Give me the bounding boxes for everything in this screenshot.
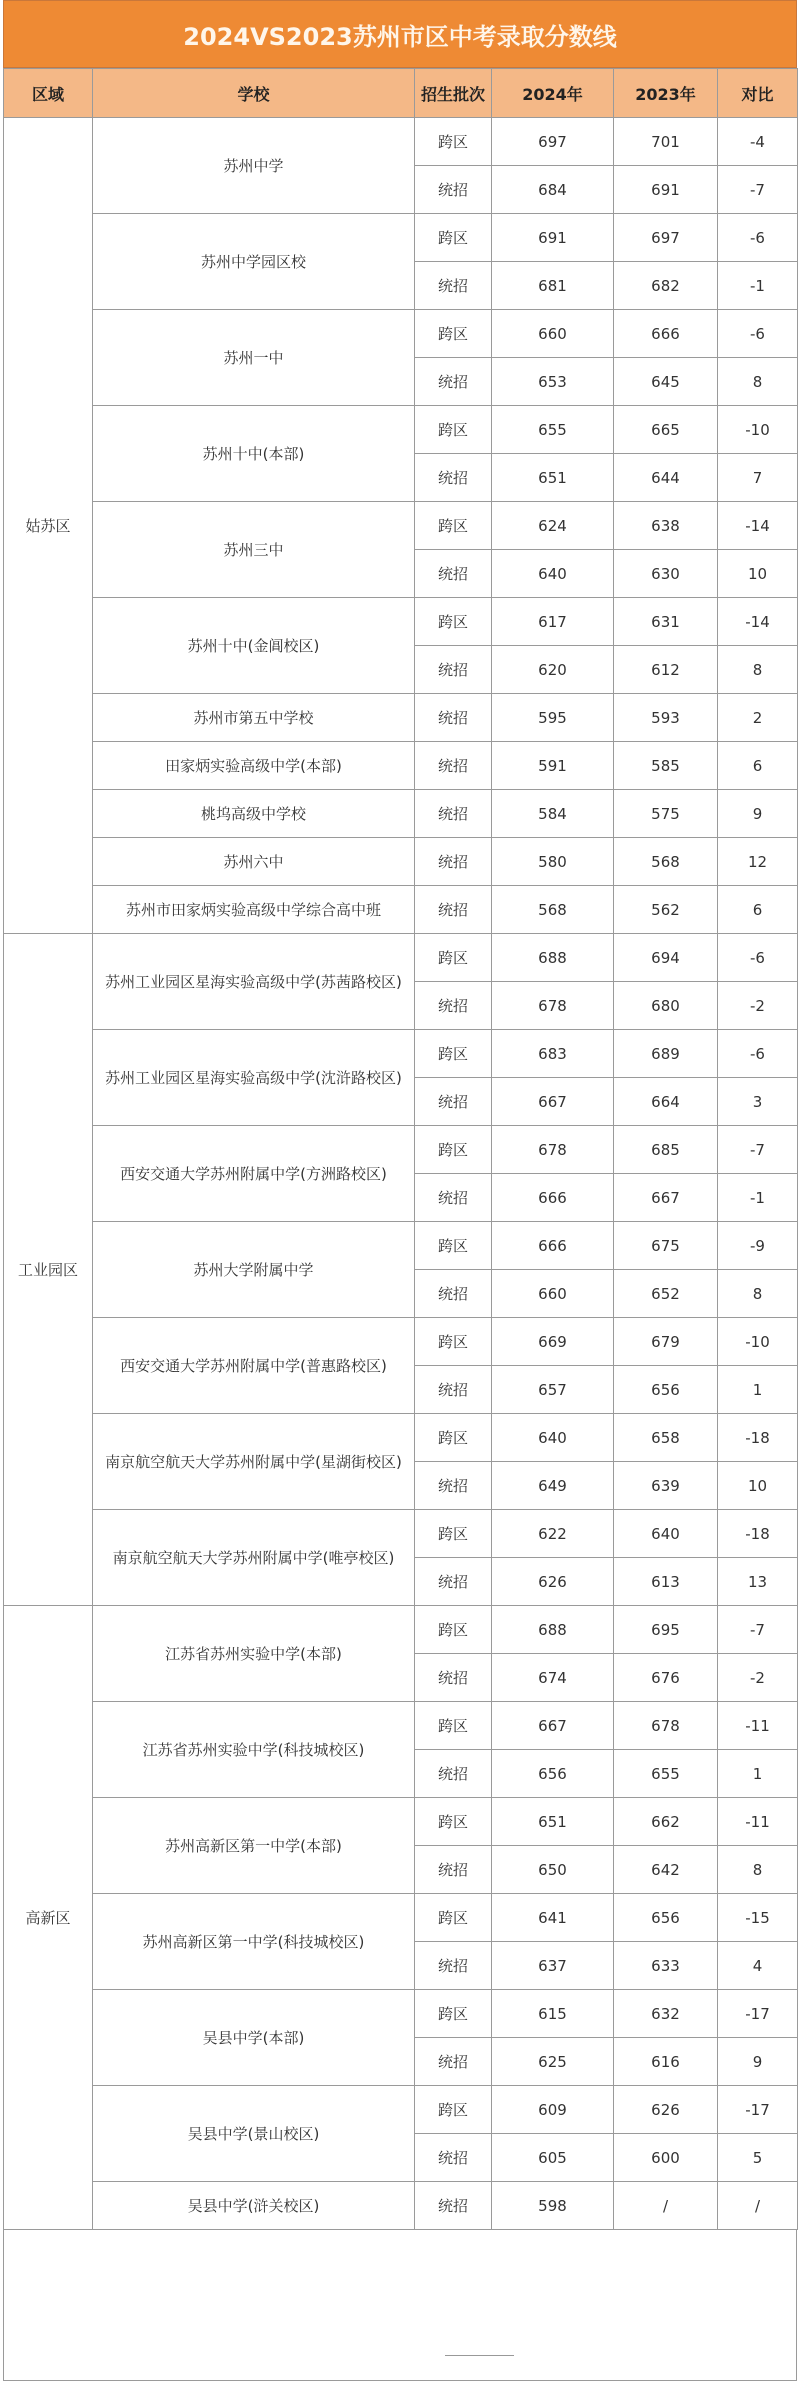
score-2023-cell: 644: [614, 454, 718, 502]
batch-cell: 跨区: [415, 406, 492, 454]
diff-cell: -6: [718, 214, 798, 262]
divider-line: [445, 2355, 514, 2356]
diff-cell: 5: [718, 2134, 798, 2182]
table-footer-blank: [3, 2230, 797, 2381]
score-2023-cell: 675: [614, 1222, 718, 1270]
score-2024-cell: 688: [492, 1606, 614, 1654]
diff-cell: -7: [718, 1606, 798, 1654]
batch-cell: 统招: [415, 742, 492, 790]
table-row: [4, 1510, 798, 1558]
table-body: [4, 118, 798, 2230]
table-row: [4, 790, 798, 838]
score-2023-cell: 701: [614, 118, 718, 166]
batch-cell: 统招: [415, 1078, 492, 1126]
table-row: [4, 214, 798, 262]
score-2024-cell: 666: [492, 1222, 614, 1270]
score-2023-cell: 616: [614, 2038, 718, 2086]
header-region: 区域: [4, 69, 93, 118]
score-2023-cell: 600: [614, 2134, 718, 2182]
diff-cell: -10: [718, 1318, 798, 1366]
header-school: 学校: [93, 69, 415, 118]
batch-cell: 统招: [415, 2038, 492, 2086]
score-2023-cell: 631: [614, 598, 718, 646]
score-2023-cell: 680: [614, 982, 718, 1030]
score-2024-cell: 667: [492, 1702, 614, 1750]
diff-cell: -1: [718, 262, 798, 310]
score-2024-cell: 678: [492, 982, 614, 1030]
diff-cell: 8: [718, 1846, 798, 1894]
diff-cell: -14: [718, 502, 798, 550]
score-2023-cell: 665: [614, 406, 718, 454]
score-2023-cell: 613: [614, 1558, 718, 1606]
header-2023: 2023年: [614, 69, 718, 118]
score-2024-cell: 651: [492, 454, 614, 502]
school-cell: 苏州工业园区星海实验高级中学(沈浒路校区): [93, 1030, 415, 1126]
table-row: [4, 1222, 798, 1270]
score-2023-cell: 678: [614, 1702, 718, 1750]
batch-cell: 统招: [415, 838, 492, 886]
batch-cell: 跨区: [415, 1702, 492, 1750]
school-cell: 西安交通大学苏州附属中学(方洲路校区): [93, 1126, 415, 1222]
diff-cell: -2: [718, 1654, 798, 1702]
diff-cell: 9: [718, 2038, 798, 2086]
diff-cell: -6: [718, 310, 798, 358]
table-row: [4, 1894, 798, 1942]
school-cell: 南京航空航天大学苏州附属中学(星湖街校区): [93, 1414, 415, 1510]
score-2024-cell: 684: [492, 166, 614, 214]
batch-cell: 跨区: [415, 1414, 492, 1462]
batch-cell: 跨区: [415, 934, 492, 982]
score-2023-cell: 642: [614, 1846, 718, 1894]
diff-cell: -6: [718, 934, 798, 982]
score-2024-cell: 598: [492, 2182, 614, 2230]
batch-cell: 跨区: [415, 1798, 492, 1846]
school-cell: 苏州高新区第一中学(本部): [93, 1798, 415, 1894]
school-cell: 南京航空航天大学苏州附属中学(唯亭校区): [93, 1510, 415, 1606]
batch-cell: 跨区: [415, 1318, 492, 1366]
score-table-container: [3, 0, 797, 2381]
table-row: [4, 310, 798, 358]
batch-cell: 统招: [415, 694, 492, 742]
table-row: [4, 1990, 798, 2038]
score-2023-cell: 656: [614, 1366, 718, 1414]
table-row: [4, 886, 798, 934]
score-2023-cell: 695: [614, 1606, 718, 1654]
table-row: [4, 598, 798, 646]
batch-cell: 统招: [415, 2182, 492, 2230]
score-2024-cell: 697: [492, 118, 614, 166]
diff-cell: -18: [718, 1414, 798, 1462]
school-cell: 苏州中学园区校: [93, 214, 415, 310]
batch-cell: 跨区: [415, 1222, 492, 1270]
table-row: [4, 1606, 798, 1654]
school-cell: 田家炳实验高级中学(本部): [93, 742, 415, 790]
batch-cell: 统招: [415, 1846, 492, 1894]
score-2023-cell: 679: [614, 1318, 718, 1366]
batch-cell: 统招: [415, 2134, 492, 2182]
diff-cell: -7: [718, 1126, 798, 1174]
score-2023-cell: 626: [614, 2086, 718, 2134]
batch-cell: 统招: [415, 982, 492, 1030]
score-2023-cell: 652: [614, 1270, 718, 1318]
school-cell: 江苏省苏州实验中学(本部): [93, 1606, 415, 1702]
score-2024-cell: 674: [492, 1654, 614, 1702]
diff-cell: 6: [718, 886, 798, 934]
table-row: [4, 406, 798, 454]
batch-cell: 统招: [415, 646, 492, 694]
score-2024-cell: 683: [492, 1030, 614, 1078]
score-2023-cell: 585: [614, 742, 718, 790]
table-row: [4, 838, 798, 886]
school-cell: 西安交通大学苏州附属中学(普惠路校区): [93, 1318, 415, 1414]
school-cell: 苏州十中(金阊校区): [93, 598, 415, 694]
score-2024-cell: 609: [492, 2086, 614, 2134]
batch-cell: 跨区: [415, 1990, 492, 2038]
batch-cell: 跨区: [415, 1894, 492, 1942]
score-2024-cell: 625: [492, 2038, 614, 2086]
school-cell: 苏州高新区第一中学(科技城校区): [93, 1894, 415, 1990]
score-2023-cell: 682: [614, 262, 718, 310]
score-2023-cell: 575: [614, 790, 718, 838]
table-row: [4, 1798, 798, 1846]
batch-cell: 统招: [415, 1174, 492, 1222]
table-row: [4, 2182, 798, 2230]
score-2023-cell: 568: [614, 838, 718, 886]
score-2023-cell: 658: [614, 1414, 718, 1462]
score-2023-cell: 638: [614, 502, 718, 550]
score-2024-cell: 595: [492, 694, 614, 742]
table-row: [4, 934, 798, 982]
batch-cell: 跨区: [415, 1510, 492, 1558]
diff-cell: 1: [718, 1750, 798, 1798]
score-2023-cell: 640: [614, 1510, 718, 1558]
school-cell: 江苏省苏州实验中学(科技城校区): [93, 1702, 415, 1798]
diff-cell: -2: [718, 982, 798, 1030]
score-2024-cell: 681: [492, 262, 614, 310]
diff-cell: 8: [718, 1270, 798, 1318]
school-cell: 苏州三中: [93, 502, 415, 598]
score-2024-cell: 624: [492, 502, 614, 550]
score-2024-cell: 640: [492, 1414, 614, 1462]
diff-cell: 2: [718, 694, 798, 742]
score-2024-cell: 640: [492, 550, 614, 598]
score-2024-cell: 657: [492, 1366, 614, 1414]
table-row: [4, 1702, 798, 1750]
school-cell: 苏州大学附属中学: [93, 1222, 415, 1318]
batch-cell: 统招: [415, 358, 492, 406]
score-2024-cell: 655: [492, 406, 614, 454]
batch-cell: 跨区: [415, 1030, 492, 1078]
batch-cell: 跨区: [415, 214, 492, 262]
score-2024-cell: 688: [492, 934, 614, 982]
batch-cell: 统招: [415, 1558, 492, 1606]
school-cell: 桃坞高级中学校: [93, 790, 415, 838]
header-diff: 对比: [718, 69, 798, 118]
batch-cell: 跨区: [415, 1126, 492, 1174]
batch-cell: 跨区: [415, 118, 492, 166]
batch-cell: 统招: [415, 1270, 492, 1318]
score-2024-cell: 622: [492, 1510, 614, 1558]
score-2023-cell: 633: [614, 1942, 718, 1990]
diff-cell: -1: [718, 1174, 798, 1222]
score-2023-cell: 655: [614, 1750, 718, 1798]
batch-cell: 统招: [415, 1366, 492, 1414]
table-row: [4, 118, 798, 166]
score-2023-cell: 612: [614, 646, 718, 694]
score-2024-cell: 568: [492, 886, 614, 934]
batch-cell: 跨区: [415, 598, 492, 646]
score-table: [3, 68, 798, 2230]
table-row: [4, 1318, 798, 1366]
score-2024-cell: 605: [492, 2134, 614, 2182]
school-cell: 吴县中学(景山校区): [93, 2086, 415, 2182]
diff-cell: -7: [718, 166, 798, 214]
score-2024-cell: 620: [492, 646, 614, 694]
table-row: [4, 2086, 798, 2134]
school-cell: 苏州中学: [93, 118, 415, 214]
region-cell: 姑苏区: [4, 118, 93, 934]
score-2023-cell: 562: [614, 886, 718, 934]
diff-cell: -14: [718, 598, 798, 646]
diff-cell: 10: [718, 1462, 798, 1510]
diff-cell: 4: [718, 1942, 798, 1990]
diff-cell: 13: [718, 1558, 798, 1606]
score-2023-cell: 691: [614, 166, 718, 214]
diff-cell: -11: [718, 1702, 798, 1750]
score-2024-cell: 584: [492, 790, 614, 838]
diff-cell: -18: [718, 1510, 798, 1558]
score-2023-cell: 685: [614, 1126, 718, 1174]
diff-cell: 8: [718, 358, 798, 406]
diff-cell: -6: [718, 1030, 798, 1078]
region-cell: 工业园区: [4, 934, 93, 1606]
score-2024-cell: 641: [492, 1894, 614, 1942]
school-cell: 苏州市田家炳实验高级中学综合高中班: [93, 886, 415, 934]
score-2024-cell: 660: [492, 310, 614, 358]
score-2023-cell: 662: [614, 1798, 718, 1846]
diff-cell: 6: [718, 742, 798, 790]
school-cell: 苏州十中(本部): [93, 406, 415, 502]
diff-cell: -10: [718, 406, 798, 454]
header-2024: 2024年: [492, 69, 614, 118]
score-2024-cell: 669: [492, 1318, 614, 1366]
diff-cell: 3: [718, 1078, 798, 1126]
score-2024-cell: 617: [492, 598, 614, 646]
batch-cell: 统招: [415, 886, 492, 934]
school-cell: 苏州六中: [93, 838, 415, 886]
score-2024-cell: 656: [492, 1750, 614, 1798]
score-2023-cell: 593: [614, 694, 718, 742]
batch-cell: 跨区: [415, 2086, 492, 2134]
score-2024-cell: 650: [492, 1846, 614, 1894]
score-2023-cell: 697: [614, 214, 718, 262]
score-2024-cell: 580: [492, 838, 614, 886]
score-2023-cell: 630: [614, 550, 718, 598]
score-2023-cell: 694: [614, 934, 718, 982]
table-row: [4, 1030, 798, 1078]
diff-cell: -17: [718, 2086, 798, 2134]
diff-cell: 12: [718, 838, 798, 886]
batch-cell: 统招: [415, 454, 492, 502]
school-cell: 苏州市第五中学校: [93, 694, 415, 742]
batch-cell: 统招: [415, 790, 492, 838]
score-2023-cell: 645: [614, 358, 718, 406]
school-cell: 吴县中学(本部): [93, 1990, 415, 2086]
header-batch: 招生批次: [415, 69, 492, 118]
batch-cell: 统招: [415, 550, 492, 598]
batch-cell: 统招: [415, 1942, 492, 1990]
score-2023-cell: 639: [614, 1462, 718, 1510]
diff-cell: 8: [718, 646, 798, 694]
diff-cell: -4: [718, 118, 798, 166]
batch-cell: 跨区: [415, 310, 492, 358]
score-2023-cell: 667: [614, 1174, 718, 1222]
score-2024-cell: 667: [492, 1078, 614, 1126]
diff-cell: /: [718, 2182, 798, 2230]
batch-cell: 跨区: [415, 502, 492, 550]
score-2024-cell: 615: [492, 1990, 614, 2038]
batch-cell: 统招: [415, 1462, 492, 1510]
table-row: [4, 502, 798, 550]
score-2024-cell: 591: [492, 742, 614, 790]
school-cell: 苏州一中: [93, 310, 415, 406]
diff-cell: -9: [718, 1222, 798, 1270]
score-2023-cell: 664: [614, 1078, 718, 1126]
score-2024-cell: 691: [492, 214, 614, 262]
diff-cell: 1: [718, 1366, 798, 1414]
table-title: 2024VS2023苏州市区中考录取分数线: [3, 0, 797, 68]
score-2024-cell: 637: [492, 1942, 614, 1990]
score-2024-cell: 649: [492, 1462, 614, 1510]
school-cell: 吴县中学(浒关校区): [93, 2182, 415, 2230]
score-2024-cell: 660: [492, 1270, 614, 1318]
batch-cell: 统招: [415, 1750, 492, 1798]
score-2023-cell: 656: [614, 1894, 718, 1942]
diff-cell: -11: [718, 1798, 798, 1846]
score-2023-cell: 676: [614, 1654, 718, 1702]
table-row: [4, 1414, 798, 1462]
batch-cell: 统招: [415, 262, 492, 310]
score-2024-cell: 678: [492, 1126, 614, 1174]
table-row: [4, 694, 798, 742]
table-row: [4, 742, 798, 790]
score-2024-cell: 666: [492, 1174, 614, 1222]
batch-cell: 统招: [415, 166, 492, 214]
table-row: [4, 1126, 798, 1174]
batch-cell: 跨区: [415, 1606, 492, 1654]
score-2024-cell: 651: [492, 1798, 614, 1846]
diff-cell: 10: [718, 550, 798, 598]
diff-cell: 9: [718, 790, 798, 838]
score-2023-cell: 632: [614, 1990, 718, 2038]
score-2023-cell: 689: [614, 1030, 718, 1078]
score-2023-cell: 666: [614, 310, 718, 358]
batch-cell: 统招: [415, 1654, 492, 1702]
school-cell: 苏州工业园区星海实验高级中学(苏茜路校区): [93, 934, 415, 1030]
header-row: [4, 69, 798, 118]
diff-cell: -15: [718, 1894, 798, 1942]
score-2024-cell: 653: [492, 358, 614, 406]
diff-cell: -17: [718, 1990, 798, 2038]
score-2023-cell: /: [614, 2182, 718, 2230]
score-2024-cell: 626: [492, 1558, 614, 1606]
region-cell: 高新区: [4, 1606, 93, 2230]
diff-cell: 7: [718, 454, 798, 502]
